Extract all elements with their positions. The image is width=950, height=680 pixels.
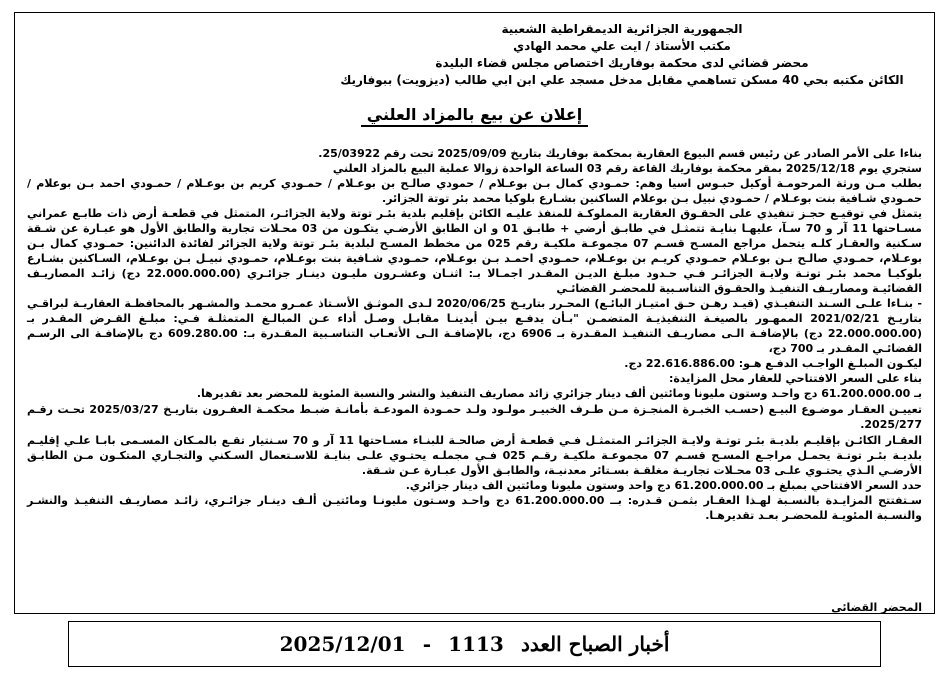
notice-header [322,21,922,89]
header-line-address: الكائن مكتبه بحي 40 مسكن تساهمي مقابل مدخل مسجد علي ابن ابي طالب (ديزويت) ببوفاريك [340,73,904,87]
issue-number: 1113 [448,632,504,656]
header-line-office: مكتب الأستاذ / ايت علي محمد الهادي [513,39,731,53]
header-line-state: الجمهورية الجزائرية الديمقراطية الشعبية [501,22,743,36]
paragraph-title-deed: - بنـاءا علـى السـند التنفيـذي (قيـد رهـن حـق امتيـاز البائـع) المحـرر بتاريـخ 2020/06/25 لـدى الموثـق الأسـتاذ عمـرو محمـد والمشـهر بالمحافظـة العقاريـة لبراقـي بتاريـخ 2021/02/21 الممهـور بالصيغـة التنفيذيـة المتضمـن "بـأن يدفـع بيـن أيدينـا مقابـل وصـل أداء عـن المبالـغ المتمثلـة فـي: مبلـغ القـرض المقـدر بـ (22.000.000.00 دج) بالإضافـة الـى مصاريـف التنفيـذ المقـدرة بـ 6906 دج، بالإضافـة الـى الأتعـاب التناسـبية المقـدرة بـ: 609.280.00 دج بالإضافـة الى الرسـم القضائـي المقـدر بـ 700 دج، [27,297,922,355]
paragraph-amount-due: ليكـون المبلـغ الواجـب الدفـع هـو: 22.616.886.00 دج. [624,357,922,370]
paragraph-property: يتمثل في توقيـع حجـز تنفيذي على الحقـوق العقارية المملوكـة للمنفذ عليـه الكائن بإقليم بلدية بئـر توتة ولاية الجزائـر، المتمثل في قطعـة أرض ذات طابـع عمراني مسـاحتها 11 آر و 70 سـآ، عليهـا بنايـة تتمثـل في طابـق أرضي + طابـق 01 و ان الطابق الأرضـي يتكـون من 03 محـلات تجارية والطابق الأول هو عبـارة عن شـقة سـكنية والعقـار كلـه يتحمل مراجع المسـح قسـم 07 مجموعـة ملكيـة رقم 025 من مخطط المسـح لبلدية بئـر توتة ولاية الجزائر لفائدة الدائنين: حمـودي كمال بـن بوعـلام، حمـودي صالـح بـن بوعـلام حمـودي كريـم بن بوعـلام، حمـودي احمـد بـن بوعـلام، حمـودي شـافية بنت بوعـلام، حمـودي نبيـل بـن بوعـلام، السـاكنين بشـارع بلوكيـا محمد بئـر توتـة ولايـة الجزائـر فـي حـدود مبلـغ الديـن المقـدر اجمـالا بـ: اثنـان وعشـرون مليـون دينـار جزائـري (22.000.000.00 دج) زائـد المصاريـف القضائيـة ومصاريـف التنفيـذ والحقـوق التناسـبية للمحضـر القضائـي [27,207,922,295]
notice-body [27,146,922,523]
paragraph-bidding-opens: سـتفتتح المزايـدة بالنسـبة لهـذا العقـار بثمـن قـدره: بــ 61.200.000.00 دج واحـد وسـتون مليونـا ومائتيـن ألـف دينـار جزائـري، زائـد مصاريـف التنفيـذ والنشـر والنسـبة المئويـة للمحضـر بعـد تقديرهـا. [27,494,922,522]
newspaper-clipping [8,6,941,675]
paragraph-opening-price-heading: بناء على السعر الافتتاحي للعقار محل المزايدة: [669,372,922,385]
publication-date: 2025/12/01 [279,632,406,656]
notice-frame [14,12,935,614]
notice-title-wrap [15,105,934,124]
paragraph-order: بناءا على الأمر الصادر عن رئيس قسم البيوع العقارية بمحكمة بوفاريك بتاريخ 2025/09/09 تحت رقم 25/03922. [318,147,922,160]
paragraph-designation: تعييـن العقـار موضـوع البيـع (حسـب الخبـرة المنجـزة مـن طـرف الخبيـر مولـود ولـد حمـودة المودعـة بأمانـة ضبـط محكمـة العفـرون بتاريـخ 2025/03/27 تحـت رقـم 2025/277. [27,403,922,431]
paragraph-description: العقـار الكائـن بإقليـم بلديـة بئـر توتـة ولايـة الجزائـر المتمثـل فـي قطعـة أرض صالحـة للبنـاء مسـاحتها 11 آر و 70 سـنتيار تقـع بالمـكان المسـمى بابـا علـي إقليـم بلديـة بئـر توتـة يحمـل مراجـع المسـح قسـم 07 مجموعـة ملكيـة رقـم 025 فـي مجملـه يحتـوي علـى بنايـة للاسـتعمال السـكني والتجـاري المتكـون مـن الطابـق الأرضـي الـذي يحتـوي علـى 03 محـلات تجاريـة مغلقـة بسـتائر معدنيـة، والطابـق الأول عبـارة عـن شـقة. [27,434,922,477]
paragraph-opening-price: بـ 61.200.000.00 دج واحـد وستون مليونا ومائتين ألف دينار جزائري زائد مصاريف التنفيذ والنشر والنسبة المئوية للمحضر بعد تقديرها. [196,387,922,400]
paragraph-price-set: حدد السعر الافتتاحي بمبلغ بـ 61.200.000.00 دج واحد وستون مليونا ومائتين الف دينار جزائري. [405,479,922,492]
paragraph-requesters: بطلب مـن ورثة المرحومـة أوكيل حبـوس اسيا وهم: حمـودي كمال بـن بوعـلام / حمودي صالـح بن بوعـلام / حمـودي كريم بن بوعـلام / حمـودي احمد بـن بوعلام / حمـودي شـافية بنت بوعـلام / حمـودي نبيل بـن بوعلام الساكنين بشـارع بلوكيا محمد بئر توتة الجزائر. [27,177,922,205]
header-line-role: محضر قضائي لدى محكمة بوفاريك اختصاص مجلس قضاء البليدة [435,56,809,70]
paragraph-sale-date: ستجري يوم 2025/12/18 بمقر محكمة بوفاريك القاعة رقم 03 الساعة الواحدة زوالا عملية البيع بالمزاد العلني [332,162,922,175]
notice-title: إعلان عن بيع بالمزاد العلني [361,105,588,127]
publication-footer [68,621,881,667]
signer-label: المحضر القضائي [831,601,922,614]
footer-separator: - [422,632,432,656]
publication-name: أخبار الصباح العدد [521,632,670,656]
